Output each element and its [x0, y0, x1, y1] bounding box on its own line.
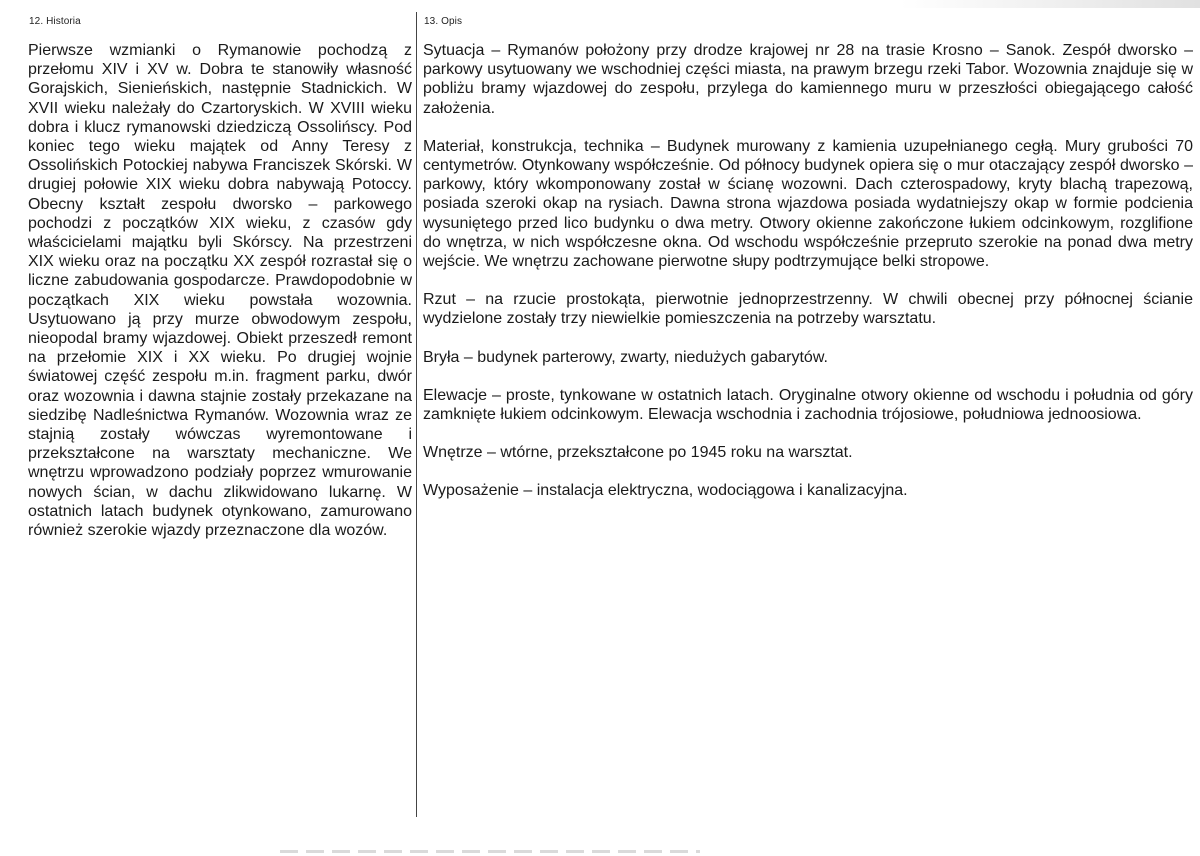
description-column: [423, 41, 1193, 501]
column-divider: [416, 12, 417, 817]
history-column: [28, 41, 412, 540]
description-elevations: Elewacje – proste, tynkowane w ostatnich latach. Oryginalne otwory okienne od wschodu i południa od góry zamknięte łukiem odcinkowym. Elewacja wschodnia i zachodnia trójosiowe, południowa jednoosiowa.: [423, 386, 1193, 424]
scan-marks: [280, 850, 700, 853]
description-situation: Sytuacja – Rymanów położony przy drodze krajowej nr 28 na trasie Krosno – Sanok. Zespół dworsko – parkowy usytuowany we wschodniej części miasta, na prawym brzegu rzeki Tabor. Wozownia znajduje się w pobliżu bramy wjazdowej do zespołu, przylega do kamiennego muru w przeszłości obiegającego całość założenia.: [423, 42, 1193, 117]
description-interior: Wnętrze – wtórne, przekształcone po 1945 roku na warsztat.: [423, 444, 853, 462]
description-equipment: Wyposażenie – instalacja elektryczna, wodociągowa i kanalizacyjna.: [423, 482, 908, 500]
description-plan: Rzut – na rzucie prostokąta, pierwotnie jednoprzestrzenny. W chwili obecnej przy północnej ścianie wydzielone zostały trzy niewielkie pomieszczenia na potrzeby warsztatu.: [423, 291, 1193, 328]
description-form: Bryła – budynek parterowy, zwarty, niedużych gabarytów.: [423, 348, 828, 366]
section-header-description: 13. Opis: [424, 16, 463, 27]
description-material: Materiał, konstrukcja, technika – Budynek murowany z kamienia uzupełnianego cegłą. Mury grubości 70 centymetrów. Otynkowany współcześnie. Od północy budynek opiera się o mur otaczający zespół dworsko – parkowy, który wkomponowany został w ścianę wozowni. Dach czterospadowy, kryty blachą trapezową, posiada szeroki okap na rysiach. Dawna strona wjazdowa posiada wydatniejszy okap w formie podcienia wysuniętego przed lico budynku o dwa metry. Otwory okienne zakończone łukiem odcinkowym, rozglifione do wnętrza, w nich współczesne okna. Od wschodu współcześnie przepruto szerokie na ponad dwa metry wejście. We wnętrzu zachowane pierwotne słupy podtrzymujące belki stropowe.: [423, 137, 1193, 271]
section-header-history: 12. Historia: [29, 16, 81, 27]
history-text: Pierwsze wzmianki o Rymanowie pochodzą z przełomu XIV i XV w. Dobra te stanowiły własność Gorajskich, Sienieńskich, następnie Stadnickich. W XVII wieku należały do Czartoryskich. W XVIII wieku dobra i klucz rymanowski dziedziczą Ossolińscy. Pod koniec tego wieku majątek od Anny Teresy z Ossolińskich Potockiej nabywa Franciszek Skórski. W drugiej połowie XIX wieku dobra nabywają Potoccy. Obecny kształt zespołu dworsko – parkowego pochodzi z początków XIX wieku, z czasów gdy właścicielami majątku byli Skórscy. Na przestrzeni XIX wieku oraz na początku XX zespół rozrastał się o liczne zabudowania gospodarcze. Prawdopodobnie w początkach XIX wieku powstała wozownia. Usytuowano ją przy murze obwodowym zespołu, nieopodal bramy wjazdowej. Obiekt przeszedł remont na przełomie XIX i XX wieku. Po drugiej wojnie światowej część zespołu m.in. fragment parku, dwór oraz wozownia i dawna stajnie zostały przekazane na siedzibę Nadleśnictwa Rymanów. Wozownia wraz ze stajnią zostały wówczas wyremontowane i przekształcone na warsztaty mechaniczne. We wnętrzu wprowadzono podziały poprzez wmurowanie nowych ścian, w dachu zlikwidowano lukarnę. W ostatnich latach budynek otynkowano, zamurowano również szerokie wjazdy przeznaczone dla wozów.: [28, 42, 412, 540]
scan-shade: [900, 0, 1200, 8]
